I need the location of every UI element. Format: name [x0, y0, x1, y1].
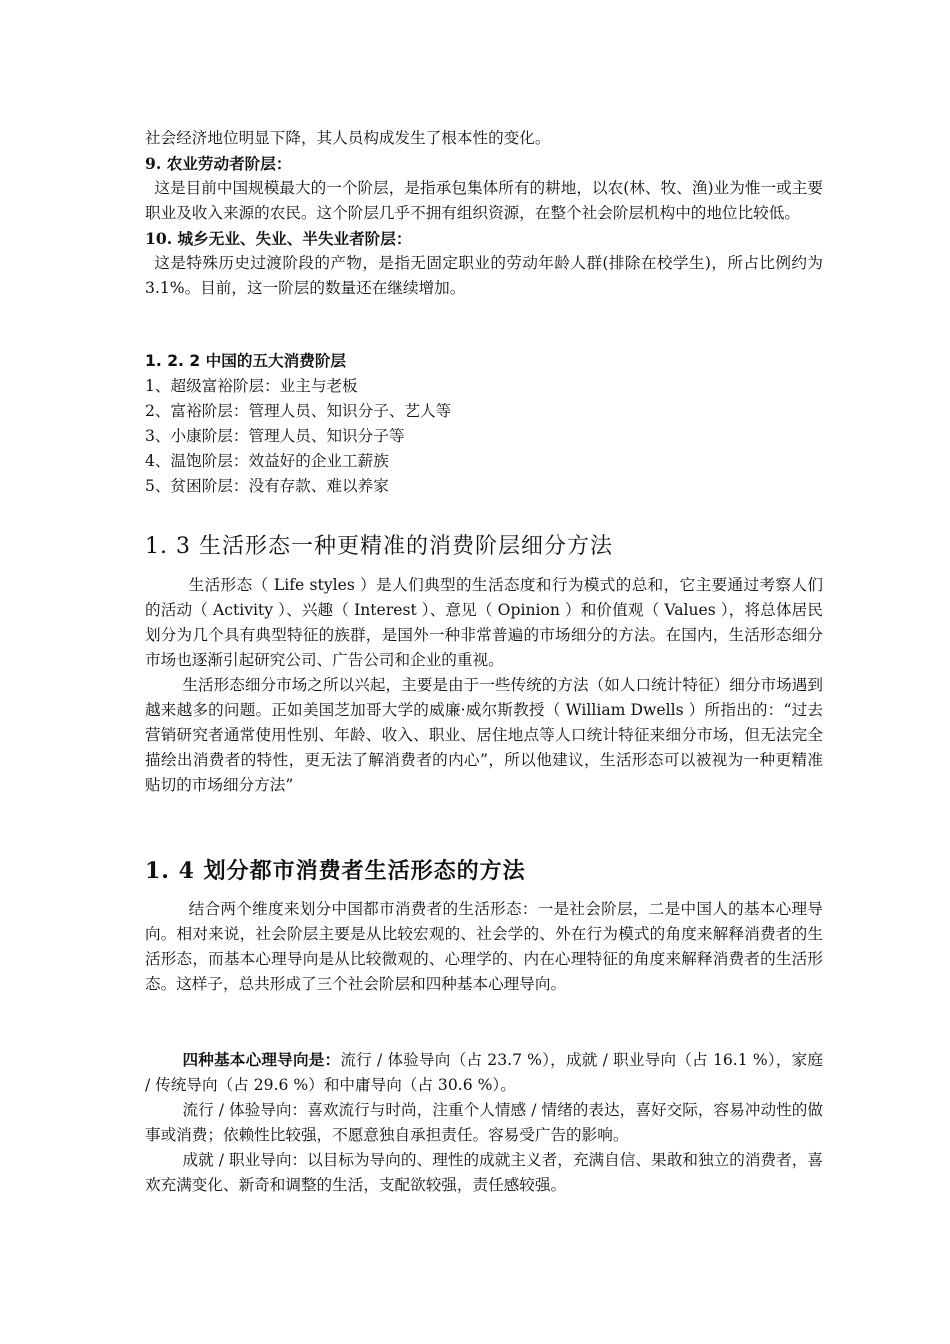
- paragraph-method: 结合两个维度来划分中国都市消费者的生活形态：一是社会阶层，二是中国人的基本心理导向。相对来说，社会阶层主要是从比较宏观的、社会学的、外在行为模式的角度来解释消费者的生活形态，而基本心理导向是从比较微观的、心理学的、内在心理特征的角度来解释消费者的生活形态。这样子，总共形成了三个社会阶层和四种基本心理导向。: [145, 900, 823, 993]
- paragraph-lifestyle-definition: 生活形态（ Life styles ）是人们典型的生活态度和行为模式的总和，它主要通过考察人们的活动（ Activity ）、兴趣（ Interest ）、意见（ Opinion ）和价值观（ Values ），将总体居民划分为几个具有典型特征的族群，是国外一种非常普遍的市场细分的方法。在国内，生活形态细分市场也逐渐引起研究公司、广告公司和企业的重视。: [145, 576, 823, 669]
- section-1-2-2: [145, 349, 823, 499]
- section-1-4-body: [145, 897, 823, 997]
- section-heading-1-3: 1. 3 生活形态一种更精准的消费阶层细分方法: [145, 534, 613, 559]
- section-top: [145, 126, 823, 301]
- paragraph-lifestyle-origin: 生活形态细分市场之所以兴起，主要是由于一些传统的方法（如人口统计特征）细分市场遇到越来越多的问题。正如美国芝加哥大学的威廉·威尔斯教授（ William Dwells ）所指出的：“过去营销研究者通常使用性别、年龄、收入、职业、居住地点等人口统计特征来细分市场，但无法完全描绘出消费者的特性，更无法了解消费者的内心”，所以他建议，生活形态可以被视为一种更精准贴切的市场细分方法”: [145, 676, 823, 794]
- paragraph-four-orientations: [145, 1047, 823, 1098]
- section-heading-1-2-2: 1. 2. 2 中国的五大消费阶层: [145, 352, 347, 370]
- paragraph-item-10: 这是特殊历史过渡阶段的产物，是指无固定职业的劳动年龄人群(排除在校学生)，所占比例约为3.1%。目前，这一阶层的数量还在继续增加。: [145, 254, 823, 297]
- list-item: 1、超级富裕阶层：业主与老板: [145, 377, 358, 395]
- paragraph-item-9: 这是目前中国规模最大的一个阶层，是指承包集体所有的耕地，以农(林、牧、渔)业为惟一或主要职业及收入来源的农民。这个阶层几乎不拥有组织资源，在整个社会阶层机构中的地位比较低。: [145, 179, 823, 222]
- label-four-orientations: 四种基本心理导向是：: [182, 1050, 341, 1069]
- text-four-orientations: 流行 / 体验导向（占 23.7 %），成就 / 职业导向（占 16.1 %），家庭 / 传统导向（占 29.6 %）和中庸导向（占 30.6 %）。: [145, 1051, 823, 1094]
- list-item: 5、贫困阶层：没有存款、难以养家: [145, 477, 389, 495]
- paragraph-fashion-orientation: 流行 / 体验导向：喜欢流行与时尚，注重个人情感 / 情绪的表达，喜好交际，容易冲动性的做事或消费；依赖性比较强，不愿意独自承担责任。容易受广告的影响。: [145, 1101, 823, 1144]
- section-1-3: [145, 531, 823, 563]
- section-heading-1-4: 1. 4 划分都市消费者生活形态的方法: [145, 858, 526, 884]
- list-item: 2、富裕阶层：管理人员、知识分子、艺人等: [145, 402, 452, 420]
- paragraph-achievement-orientation: 成就 / 职业导向：以目标为导向的、理性的成就主义者，充满自信、果敢和独立的消费者，喜欢充满变化、新奇和调整的生活，支配欲较强，责任感较强。: [145, 1151, 823, 1194]
- list-item: 4、温饱阶层：效益好的企业工薪族: [145, 452, 389, 470]
- section-1-4-orientations: [145, 1047, 823, 1198]
- heading-item-9: 9. 农业劳动者阶层：: [145, 154, 292, 173]
- paragraph-continuation: 社会经济地位明显下降，其人员构成发生了根本性的变化。: [145, 129, 551, 147]
- heading-item-10: 10. 城乡无业、失业、半失业者阶层：: [145, 229, 412, 248]
- section-1-3-body: [145, 573, 823, 798]
- section-1-4: [145, 855, 823, 887]
- list-item: 3、小康阶层：管理人员、知识分子等: [145, 427, 405, 445]
